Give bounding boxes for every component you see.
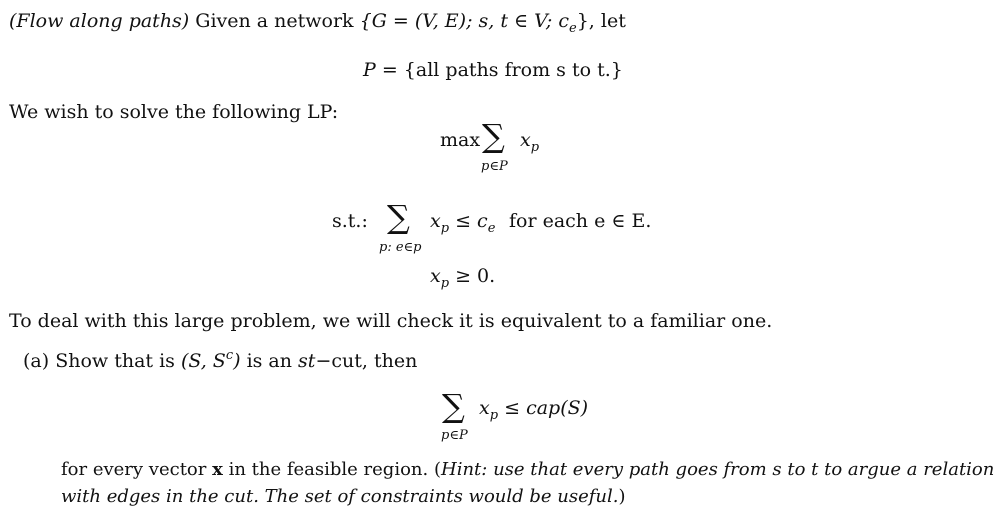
constraint-expression: $x_p \le c_e$: [430, 210, 496, 236]
objective-var: $x_p$: [520, 129, 540, 155]
constraint-sum-symbol: ∑: [387, 198, 410, 236]
feasible-line-1: for every vector x in the feasible region. (Hint: use that every path goes from s to t to argue a relation: [61, 459, 995, 480]
part-a: (a) Show that is (S, $S^c$) is an st−cut, then: [23, 348, 418, 372]
intro-text: Given a network: [195, 10, 354, 32]
feasible-line-2: with edges in the cut. The set of constraints would be useful.): [61, 486, 626, 507]
problem-intro-line: [9, 10, 626, 36]
problem-label: (Flow along paths): [9, 10, 190, 32]
network-end: }, let: [576, 10, 626, 32]
paths-set-rhs: = {all paths from s to t.}: [381, 59, 623, 81]
part-a-label: (a): [23, 350, 50, 372]
paths-set-symbol: P: [363, 59, 376, 81]
paths-definition: [363, 61, 623, 80]
objective-op: max: [440, 129, 481, 151]
network-sub: e: [569, 21, 577, 36]
lp-intro: We wish to solve the following LP:: [9, 101, 339, 123]
hint-line-1: Hint: use that every path goes from s to t to argue a relation: [441, 459, 995, 480]
network-definition: {G = (V, E); s, t ∈ V; c: [359, 10, 570, 32]
ineq-index: p∈P: [441, 428, 468, 443]
ineq-expression: $x_p \le cap(S)$: [479, 397, 589, 423]
ineq-sum-symbol: ∑: [442, 387, 465, 425]
hint-line-2: with edges in the cut. The set of constraints would be useful.: [61, 486, 619, 507]
constraint-tail: for each e ∈ E.: [509, 210, 652, 232]
objective-sum-symbol: ∑: [482, 117, 505, 155]
constraint-nonnegativity: $x_p \ge 0$.: [430, 265, 496, 291]
deal-text: To deal with this large problem, we will check it is equivalent to a familiar one.: [9, 310, 773, 332]
constraint-label: s.t.:: [332, 210, 368, 232]
objective-index: p∈P: [481, 159, 508, 174]
constraint-index: p: e∈p: [379, 240, 422, 255]
